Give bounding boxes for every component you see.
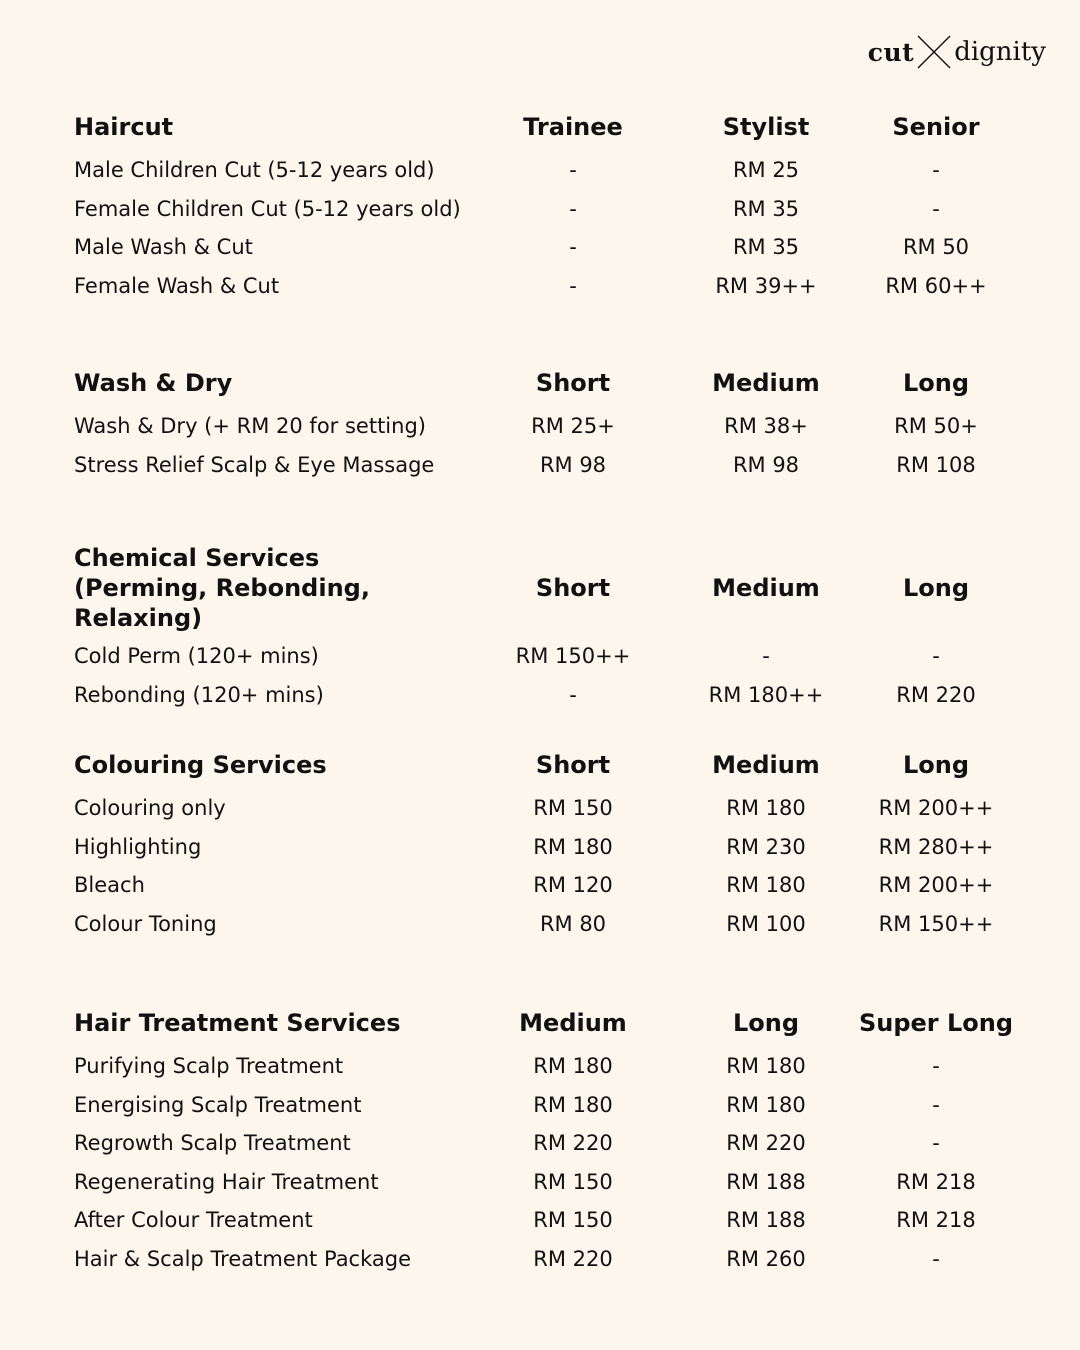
price-cell: RM 180 bbox=[726, 796, 806, 821]
price-section-chemical bbox=[74, 543, 1024, 714]
price-cell: - bbox=[569, 682, 577, 707]
section-title: Haircut bbox=[74, 113, 174, 141]
price-cell: RM 25+ bbox=[531, 414, 615, 439]
price-cell: RM 188 bbox=[726, 1169, 806, 1194]
price-cell: RM 35 bbox=[732, 196, 800, 221]
price-row bbox=[74, 1240, 1024, 1279]
price-section-haircut bbox=[74, 107, 1024, 305]
column-header: Super Long bbox=[858, 1009, 1014, 1037]
price-cell: - bbox=[932, 1092, 940, 1117]
column-header: Short bbox=[535, 751, 611, 779]
column-header: Medium bbox=[712, 574, 820, 602]
service-name: Cold Perm (120+ mins) bbox=[74, 644, 319, 669]
column-header: Stylist bbox=[722, 113, 810, 141]
price-cell: RM 150++ bbox=[878, 911, 994, 936]
price-cell: RM 180 bbox=[726, 1054, 806, 1079]
section-header bbox=[74, 107, 1024, 147]
price-cell: RM 218 bbox=[896, 1208, 976, 1233]
service-name: Bleach bbox=[74, 873, 145, 898]
price-row bbox=[74, 1163, 1024, 1202]
column-header: Medium bbox=[712, 751, 820, 779]
price-row bbox=[74, 1201, 1024, 1240]
price-cell: - bbox=[762, 644, 770, 669]
price-cell: RM 98 bbox=[539, 452, 607, 477]
service-name: Highlighting bbox=[74, 834, 202, 859]
price-row bbox=[74, 866, 1024, 905]
price-row bbox=[74, 446, 1024, 485]
section-title: Colouring Services bbox=[74, 751, 327, 779]
service-name: Female Children Cut (5-12 years old) bbox=[74, 196, 461, 221]
service-name: Regenerating Hair Treatment bbox=[74, 1169, 379, 1194]
price-row bbox=[74, 828, 1024, 867]
service-name: Purifying Scalp Treatment bbox=[74, 1054, 344, 1079]
price-cell: RM 180 bbox=[726, 873, 806, 898]
price-row bbox=[74, 905, 1024, 944]
brand-word-cut: cut bbox=[867, 37, 915, 67]
service-name: Stress Relief Scalp & Eye Massage bbox=[74, 452, 435, 477]
service-name: Colouring only bbox=[74, 796, 226, 821]
service-name: Male Children Cut (5-12 years old) bbox=[74, 158, 435, 183]
section-header bbox=[74, 745, 1024, 785]
cross-icon bbox=[916, 34, 952, 70]
price-section-hair-treatment bbox=[74, 1003, 1024, 1278]
price-cell: RM 120 bbox=[533, 873, 613, 898]
column-header: Long bbox=[902, 574, 970, 602]
price-row bbox=[74, 151, 1024, 190]
column-header: Long bbox=[732, 1009, 800, 1037]
price-cell: RM 150 bbox=[533, 1169, 613, 1194]
price-cell: - bbox=[569, 235, 577, 260]
brand-logo bbox=[868, 34, 1046, 70]
column-header: Trainee bbox=[523, 113, 623, 141]
price-row bbox=[74, 676, 1024, 715]
price-row bbox=[74, 407, 1024, 446]
price-cell: - bbox=[569, 196, 577, 221]
service-name: Energising Scalp Treatment bbox=[74, 1092, 362, 1117]
price-cell: RM 180++ bbox=[708, 682, 824, 707]
column-header: Medium bbox=[519, 1009, 627, 1037]
price-cell: RM 150++ bbox=[515, 644, 631, 669]
price-cell: RM 220 bbox=[726, 1131, 806, 1156]
price-cell: - bbox=[569, 273, 577, 298]
price-cell: RM 39++ bbox=[715, 273, 817, 298]
price-cell: RM 220 bbox=[533, 1246, 613, 1271]
price-cell: RM 220 bbox=[533, 1131, 613, 1156]
service-name: Rebonding (120+ mins) bbox=[74, 682, 324, 707]
price-cell: RM 188 bbox=[726, 1208, 806, 1233]
price-cell: RM 50+ bbox=[894, 414, 978, 439]
price-row bbox=[74, 789, 1024, 828]
price-cell: RM 98 bbox=[732, 452, 800, 477]
price-cell: - bbox=[932, 196, 940, 221]
column-header: Medium bbox=[712, 369, 820, 397]
column-header: Long bbox=[902, 751, 970, 779]
price-cell: RM 230 bbox=[726, 834, 806, 859]
price-section-wash-dry bbox=[74, 363, 1024, 484]
price-cell: RM 280++ bbox=[878, 834, 994, 859]
section-header bbox=[74, 363, 1024, 403]
service-name: After Colour Treatment bbox=[74, 1208, 313, 1233]
price-cell: RM 60++ bbox=[885, 273, 987, 298]
price-cell: - bbox=[932, 158, 940, 183]
price-cell: RM 180 bbox=[726, 1092, 806, 1117]
price-cell: RM 25 bbox=[732, 158, 800, 183]
service-name: Female Wash & Cut bbox=[74, 273, 280, 298]
price-cell: RM 150 bbox=[533, 796, 613, 821]
service-name: Male Wash & Cut bbox=[74, 235, 253, 260]
price-row bbox=[74, 1124, 1024, 1163]
price-cell: RM 100 bbox=[726, 911, 806, 936]
section-title: Hair Treatment Services bbox=[74, 1009, 401, 1037]
price-cell: RM 180 bbox=[533, 1054, 613, 1079]
section-title: Wash & Dry bbox=[74, 369, 233, 397]
service-name: Colour Toning bbox=[74, 911, 217, 936]
price-cell: - bbox=[932, 1054, 940, 1079]
price-cell: RM 38+ bbox=[724, 414, 808, 439]
price-cell: RM 80 bbox=[539, 911, 607, 936]
column-header: Senior bbox=[892, 113, 980, 141]
price-cell: RM 200++ bbox=[878, 796, 994, 821]
price-cell: - bbox=[932, 1246, 940, 1271]
price-cell: RM 180 bbox=[533, 834, 613, 859]
column-header: Short bbox=[535, 369, 611, 397]
section-header bbox=[74, 1003, 1024, 1043]
price-cell: RM 200++ bbox=[878, 873, 994, 898]
price-cell: RM 150 bbox=[533, 1208, 613, 1233]
price-cell: - bbox=[569, 158, 577, 183]
price-cell: RM 50 bbox=[902, 235, 970, 260]
service-name: Hair & Scalp Treatment Package bbox=[74, 1246, 412, 1271]
column-header: Short bbox=[535, 574, 611, 602]
price-cell: RM 108 bbox=[896, 452, 976, 477]
price-row bbox=[74, 190, 1024, 229]
section-header bbox=[74, 543, 1024, 633]
price-row bbox=[74, 228, 1024, 267]
price-cell: RM 35 bbox=[732, 235, 800, 260]
price-row bbox=[74, 1047, 1024, 1086]
price-cell: RM 180 bbox=[533, 1092, 613, 1117]
price-cell: RM 218 bbox=[896, 1169, 976, 1194]
price-cell: - bbox=[932, 644, 940, 669]
service-name: Regrowth Scalp Treatment bbox=[74, 1131, 351, 1156]
price-cell: RM 260 bbox=[726, 1246, 806, 1271]
price-row bbox=[74, 1086, 1024, 1125]
price-section-colouring bbox=[74, 745, 1024, 943]
price-row bbox=[74, 267, 1024, 306]
price-row bbox=[74, 637, 1024, 676]
price-cell: RM 220 bbox=[896, 682, 976, 707]
column-header: Long bbox=[902, 369, 970, 397]
service-name: Wash & Dry (+ RM 20 for setting) bbox=[74, 414, 426, 439]
section-title: Chemical Services (Perming, Rebonding, Relaxing) bbox=[74, 544, 370, 632]
price-cell: - bbox=[932, 1131, 940, 1156]
brand-word-dignity: dignity bbox=[954, 37, 1046, 67]
